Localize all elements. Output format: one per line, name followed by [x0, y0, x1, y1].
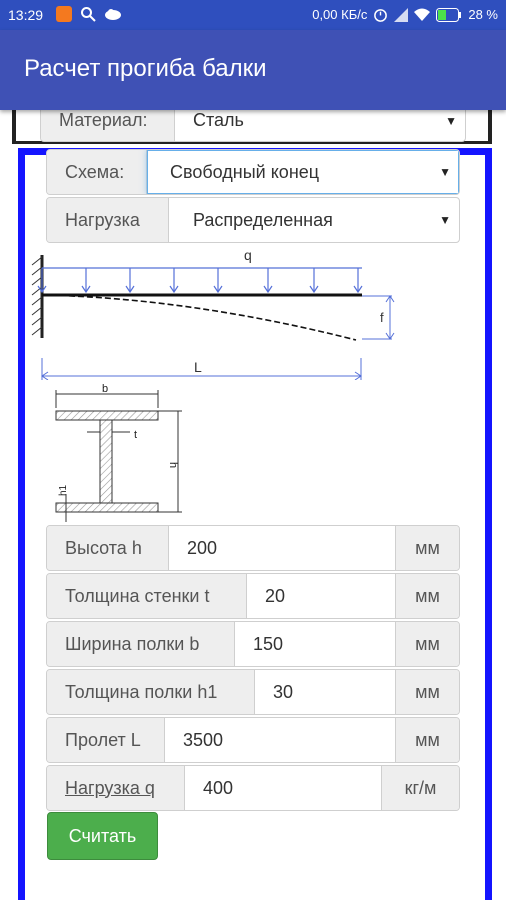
flange-thickness-input[interactable]: 30 [273, 681, 294, 702]
load-select[interactable] [46, 197, 460, 243]
material-label: Материал: [41, 110, 175, 141]
calculate-button[interactable]: Считать [47, 812, 158, 860]
material-select[interactable] [40, 110, 466, 142]
scheme-label: Схема: [47, 150, 147, 194]
flange-width-label: Ширина полки b [47, 622, 235, 666]
load-value: Распределенная [193, 209, 333, 230]
flange-thickness-label: Толщина полки h1 [47, 670, 255, 714]
app-title: Расчет прогиба балки [24, 55, 267, 82]
chevron-down-icon: ▼ [445, 113, 457, 128]
q-label: q [244, 247, 252, 263]
flange-width-unit: мм [395, 622, 459, 666]
web-thickness-label: Толщина стенки t [47, 574, 247, 618]
height-input[interactable]: 200 [187, 537, 218, 558]
battery-percent: 28 % [468, 7, 498, 22]
web-thickness-field[interactable] [46, 573, 460, 619]
status-bar [0, 0, 506, 30]
search-icon [80, 6, 96, 22]
height-unit: мм [395, 526, 459, 570]
material-value: Сталь [193, 110, 244, 130]
f-label: f [380, 310, 384, 325]
status-time: 13:29 [8, 7, 44, 23]
notification-icon [56, 6, 72, 22]
content-area [0, 110, 506, 900]
web-thickness-input[interactable]: 20 [265, 585, 286, 606]
signal-icon [394, 8, 408, 22]
flange-width-input[interactable]: 150 [253, 633, 284, 654]
alarm-icon [373, 7, 388, 22]
flange-thickness-unit: мм [395, 670, 459, 714]
b-label: b [102, 383, 109, 395]
L-label: L [194, 359, 202, 375]
load-q-field[interactable] [46, 765, 460, 811]
span-field[interactable] [46, 717, 460, 763]
h1-label: h1 [58, 484, 69, 496]
app-bar [0, 30, 506, 110]
network-speed: 0,00 КБ/с [312, 7, 368, 22]
load-q-unit: кг/м [381, 766, 459, 810]
beam-diagram [30, 240, 410, 380]
load-q-input[interactable]: 400 [203, 777, 234, 798]
height-field[interactable] [46, 525, 460, 571]
flange-thickness-field[interactable] [46, 669, 460, 715]
flange-width-field[interactable] [46, 621, 460, 667]
chevron-down-icon: ▼ [439, 213, 451, 227]
ibeam-section-diagram [52, 382, 202, 527]
scheme-select[interactable] [46, 149, 460, 195]
load-label: Нагрузка [47, 198, 169, 242]
wifi-icon [414, 8, 430, 22]
span-input[interactable]: 3500 [183, 729, 224, 750]
cloud-icon [104, 7, 122, 21]
h-label: h [167, 462, 179, 469]
battery-icon [436, 8, 462, 22]
height-label: Высота h [47, 526, 169, 570]
span-label: Пролет L [47, 718, 165, 762]
web-thickness-unit: мм [395, 574, 459, 618]
scheme-value: Свободный конец [147, 150, 459, 194]
t-label: t [134, 429, 138, 441]
load-q-label: Нагрузка q [47, 766, 185, 810]
span-unit: мм [395, 718, 459, 762]
chevron-down-icon: ▼ [439, 165, 451, 179]
